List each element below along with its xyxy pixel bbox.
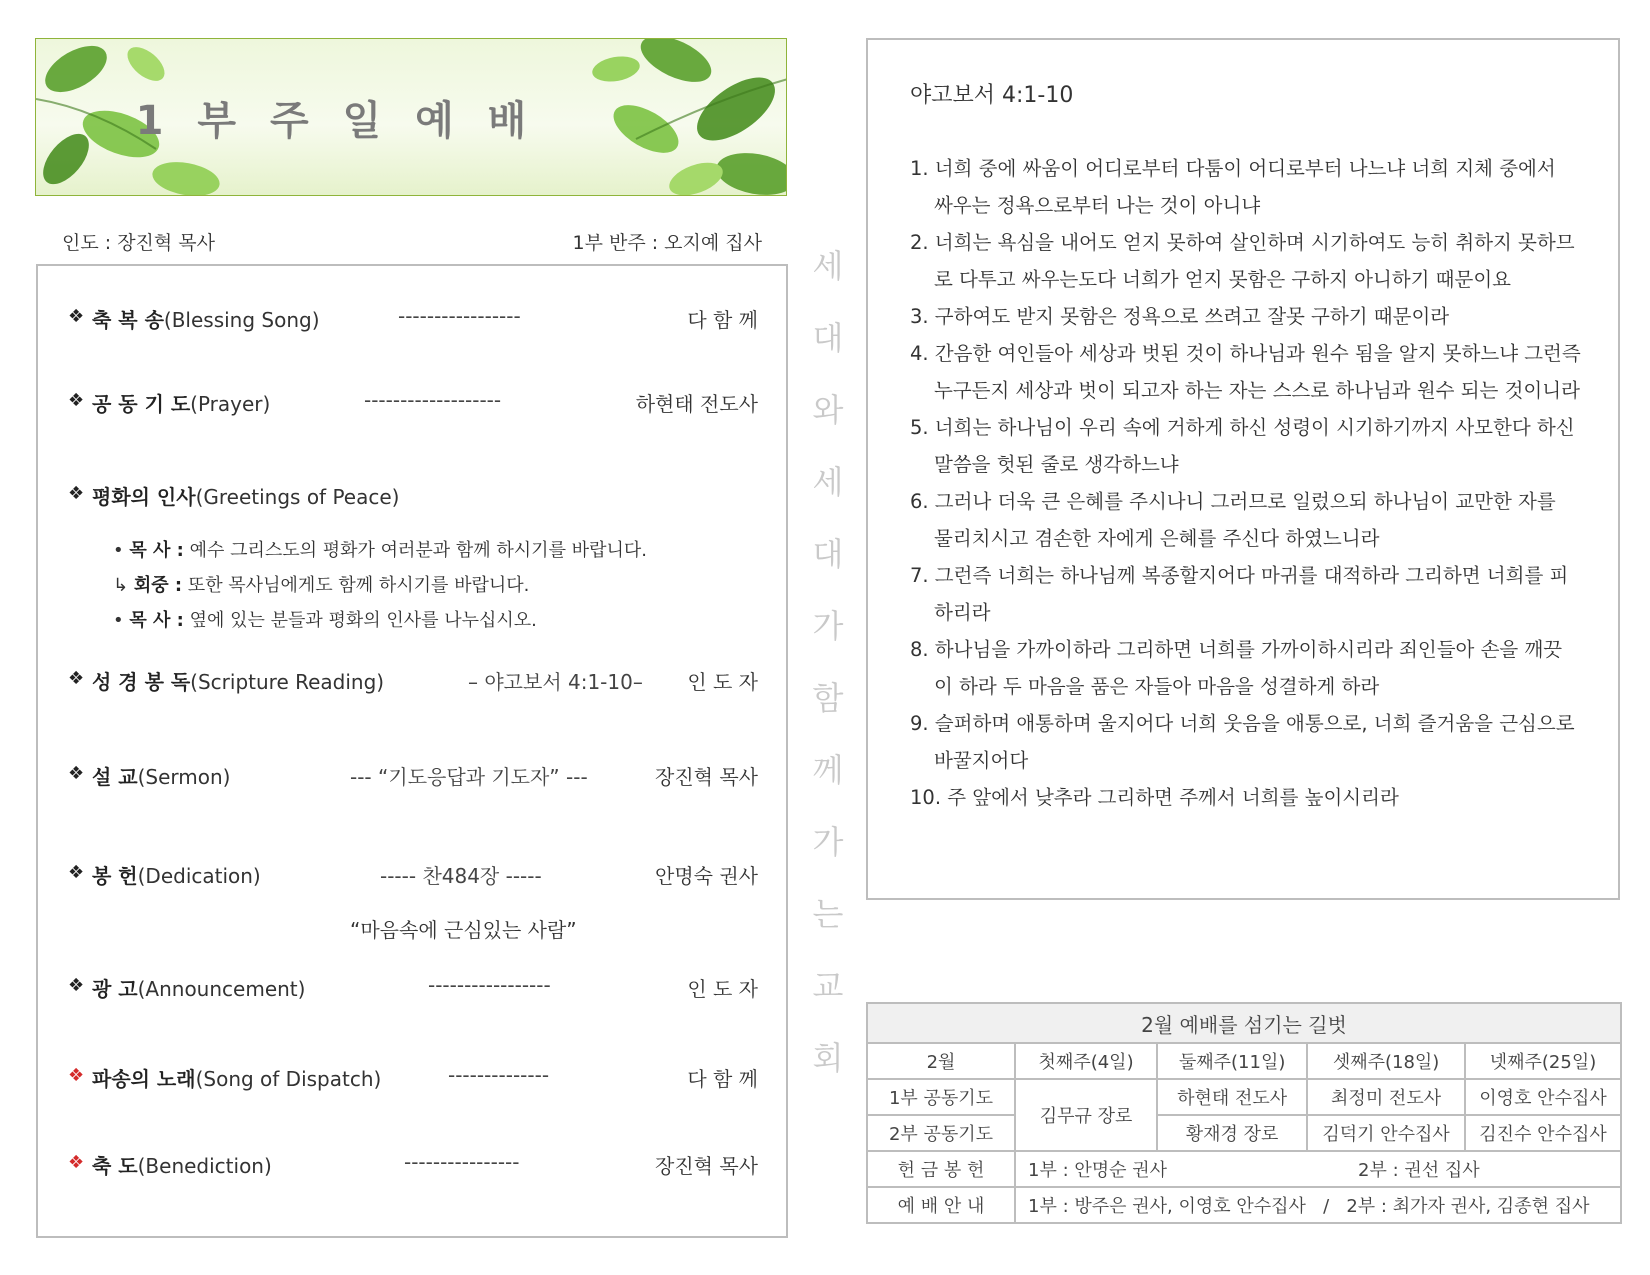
order-scripture-reading: ❖ 성 경 봉 독(Scripture Reading) – 야고보서 4:1-10– 인 도 자 <box>68 668 758 694</box>
schedule-title: 2월 예배를 섬기는 길벗 <box>867 1003 1621 1043</box>
diamond-bullet-icon: ❖ <box>68 1065 85 1086</box>
order-peace-greeting: ❖ 평화의 인사(Greetings of Peace) <box>68 483 400 509</box>
order-prayer: ❖ 공 동 기 도(Prayer) ------------------- 하현태 전도사 <box>68 388 758 416</box>
verse: 4. 간음한 여인들아 세상과 벗된 것이 하나님과 원수 됨을 알지 못하느냐 그런즉 누구든지 세상과 벗이 되고자 하는 자는 스스로 하나님과 원수 되는 것이니라 <box>910 342 1581 402</box>
table-row: 2월 첫째주(4일) 둘째주(11일) 셋째주(18일) 넷째주(25일) <box>867 1043 1621 1079</box>
order-sermon: ❖ 설 교(Sermon) --- “기도응답과 기도자” --- 장진혁 목사 <box>68 763 758 789</box>
hymn-title: “마음속에 근심있는 사람” <box>350 918 577 942</box>
diamond-bullet-icon: ❖ <box>68 1152 85 1173</box>
diamond-bullet-icon: ❖ <box>68 483 85 504</box>
verse: 7. 그런즉 너희는 하나님께 복종할지어다 마귀를 대적하라 그리하면 너희를 피 하리라 <box>910 564 1569 624</box>
peace-line: • 목 사 : 옆에 있는 분들과 평화의 인사를 나누십시오. <box>113 610 537 631</box>
order-of-worship <box>36 264 788 1238</box>
service-title: 1 부 주 일 예 배 <box>135 98 537 144</box>
verse: 9. 슬퍼하며 애통하며 울지어다 너희 웃음을 애통으로, 너희 즐거움을 근심으로 바꿀지어다 <box>910 712 1575 772</box>
verse: 6. 그러나 더욱 큰 은혜를 주시나니 그러므로 일렀으되 하나님이 교만한 자를 물리치시고 겸손한 자에게 은혜를 주신다 하였느니라 <box>910 490 1556 550</box>
diamond-bullet-icon: ❖ <box>68 306 85 327</box>
service-schedule-table <box>866 1002 1622 1224</box>
verse: 10. 주 앞에서 낮추라 그리하면 주께서 너희를 높이시리라 <box>910 786 1399 809</box>
verse: 3. 구하여도 받지 못함은 정욕으로 쓰려고 잘못 구하기 때문이라 <box>910 305 1450 328</box>
peace-line: ↳ 회중 : 또한 목사님에게도 함께 하시기를 바랍니다. <box>113 575 530 596</box>
order-dedication: ❖ 봉 헌(Dedication) ----- 찬484장 ----- 안명숙 권사 <box>68 862 758 888</box>
order-benediction: ❖ 축 도(Benediction) ---------------- 장진혁 목사 <box>68 1150 758 1178</box>
order-announcement: ❖ 광 고(Announcement) ----------------- 인 도 자 <box>68 973 758 1001</box>
verse: 2. 너희는 욕심을 내어도 얻지 못하여 살인하며 시기하여도 능히 취하지 못하므 로 다투고 싸우는도다 너희가 얻지 못함은 구하지 아니하기 때문이요 <box>910 231 1575 291</box>
diamond-bullet-icon: ❖ <box>68 975 85 996</box>
verse: 5. 너희는 하나님이 우리 속에 거하게 하신 성령이 시기하기까지 사모한다 하신 말씀을 헛된 줄로 생각하느냐 <box>910 416 1575 476</box>
order-song-of-dispatch: ❖ 파송의 노래(Song of Dispatch) -------------- 다 함 께 <box>68 1063 758 1091</box>
verse: 1. 너희 중에 싸움이 어디로부터 다툼이 어디로부터 나느냐 너희 지체 중에서 싸우는 정욕으로부터 나는 것이 아니냐 <box>910 157 1556 217</box>
order-blessing-song: ❖ 축 복 송(Blessing Song) ----------------- 다 함 께 <box>68 304 758 332</box>
table-row: 1부 공동기도 김무규 장로 하현태 전도사 최정미 전도사 이영호 안수집사 <box>867 1079 1621 1115</box>
scripture-reference: 야고보서 4:1-10 <box>910 83 1074 108</box>
peace-line: • 목 사 : 예수 그리스도의 평화가 여러분과 함께 하시기를 바랍니다. <box>113 540 647 561</box>
verse: 8. 하나님을 가까이하라 그리하면 너희를 가까이하시리라 죄인들아 손을 깨끗 이 하라 두 마음을 품은 자들아 마음을 성결하게 하라 <box>910 638 1563 698</box>
table-row: 예 배 안 내 1부 : 방주은 권사, 이영호 안수집사 / 2부 : 최가자 권사, 김종현 집사 <box>867 1187 1621 1223</box>
diamond-bullet-icon: ❖ <box>68 862 85 883</box>
worship-banner <box>35 38 787 196</box>
diamond-bullet-icon: ❖ <box>68 668 85 689</box>
table-row <box>867 1003 1621 1043</box>
organist-text: 1부 반주 : 오지예 집사 <box>572 232 762 254</box>
leader-text: 인도 : 장진혁 목사 <box>62 232 215 254</box>
diamond-bullet-icon: ❖ <box>68 390 85 411</box>
diamond-bullet-icon: ❖ <box>68 763 85 784</box>
table-row: 헌 금 봉 헌 1부 : 안명순 권사 2부 : 권선 집사 <box>867 1151 1621 1187</box>
table-row: 2부 공동기도 황재경 장로 김덕기 안수집사 김진수 안수집사 <box>867 1115 1621 1151</box>
church-slogan: 세 대 와 세 대 가 함 께 가 는 교 회 <box>812 247 844 1077</box>
scripture-panel <box>866 38 1620 900</box>
